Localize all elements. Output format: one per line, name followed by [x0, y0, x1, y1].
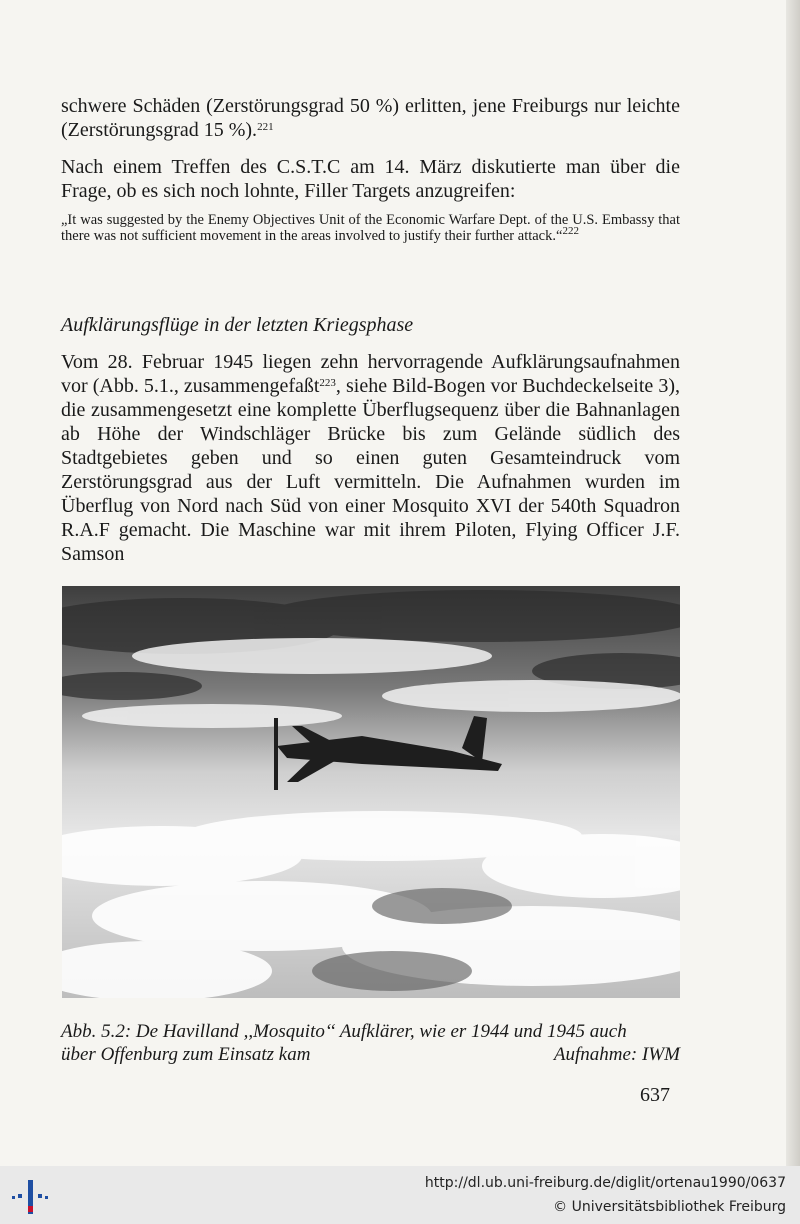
figure-caption: [61, 1020, 680, 1066]
photo-credit: Aufnahme: IWM: [553, 1044, 680, 1065]
source-url-link[interactable]: http://dl.ub.uni-freiburg.de/diglit/ortenau1990/0637: [424, 1175, 786, 1191]
footnote-ref-223: 223: [319, 377, 336, 389]
paragraph-3-part2: , siehe Bild-Bogen vor Buchdeckelseite 3), die zusammengesetzt eine komplette Überflugsequenz über die Bahnanlagen ab Höhe der Windschläger Brücke bis zum Gelände südlich des Stadtgebietes geben und so einen guten Gesamteindruck vom Zerstörungsgrad aus der Luft vermitteln. Die Aufnahmen wurden im Überflug von Nord nach Süd von einer Mosquito XVI der 540th Squadron R.A.F gemacht. Die Maschine war mit ihrem Piloten, Flying Officer J.F. Samson: [61, 375, 680, 565]
section-heading: [61, 314, 680, 337]
footnote-ref-221: 221: [257, 121, 274, 133]
caption-line-2-left: über Offenburg zum Einsatz kam: [61, 1044, 311, 1065]
caption-line-2: [61, 1043, 680, 1066]
section-heading-text: Aufklärungsflüge in der letzten Kriegsphase: [61, 314, 414, 336]
mosquito-photograph: [62, 586, 680, 998]
aircraft-photo-image: [62, 586, 680, 998]
block-quote: [61, 212, 680, 244]
library-footer-bar: [0, 1166, 800, 1224]
page-number: 637: [640, 1084, 670, 1106]
page-edge-shadow: [786, 0, 800, 1166]
paragraph-1: [61, 94, 680, 142]
copyright-text: © Universitätsbibliothek Freiburg: [553, 1199, 786, 1215]
paragraph-3-part1: Vom 28. Februar 1945 liegen zehn hervorragende Aufklärungsaufnahmen vor (Abb. 5.1., zusammengefaßt: [61, 351, 680, 397]
caption-line-1: Abb. 5.2: De Havilland ,,Mosquito‘‘ Aufklärer, wie er 1944 und 1945 auch: [61, 1021, 627, 1042]
quote-text: „It was suggested by the Enemy Objectives Unit of the Economic Warfare Dept. of the U.S. Embassy that there was not sufficient movement in the areas involved to justify their further attack.“: [61, 212, 680, 244]
paragraph-3: [61, 350, 680, 566]
paragraph-1-text: schwere Schäden (Zerstörungsgrad 50 %) erlitten, jene Freiburgs nur leichte (Zerstörungsgrad 15 %).: [61, 95, 680, 141]
library-logo-icon: [12, 1176, 52, 1216]
paragraph-2-text: Nach einem Treffen des C.S.T.C am 14. März diskutierte man über die Frage, ob es sich noch lohnte, Filler Targets anzugreifen:: [61, 156, 680, 202]
footnote-ref-222: 222: [562, 225, 579, 237]
paragraph-2: [61, 155, 680, 203]
